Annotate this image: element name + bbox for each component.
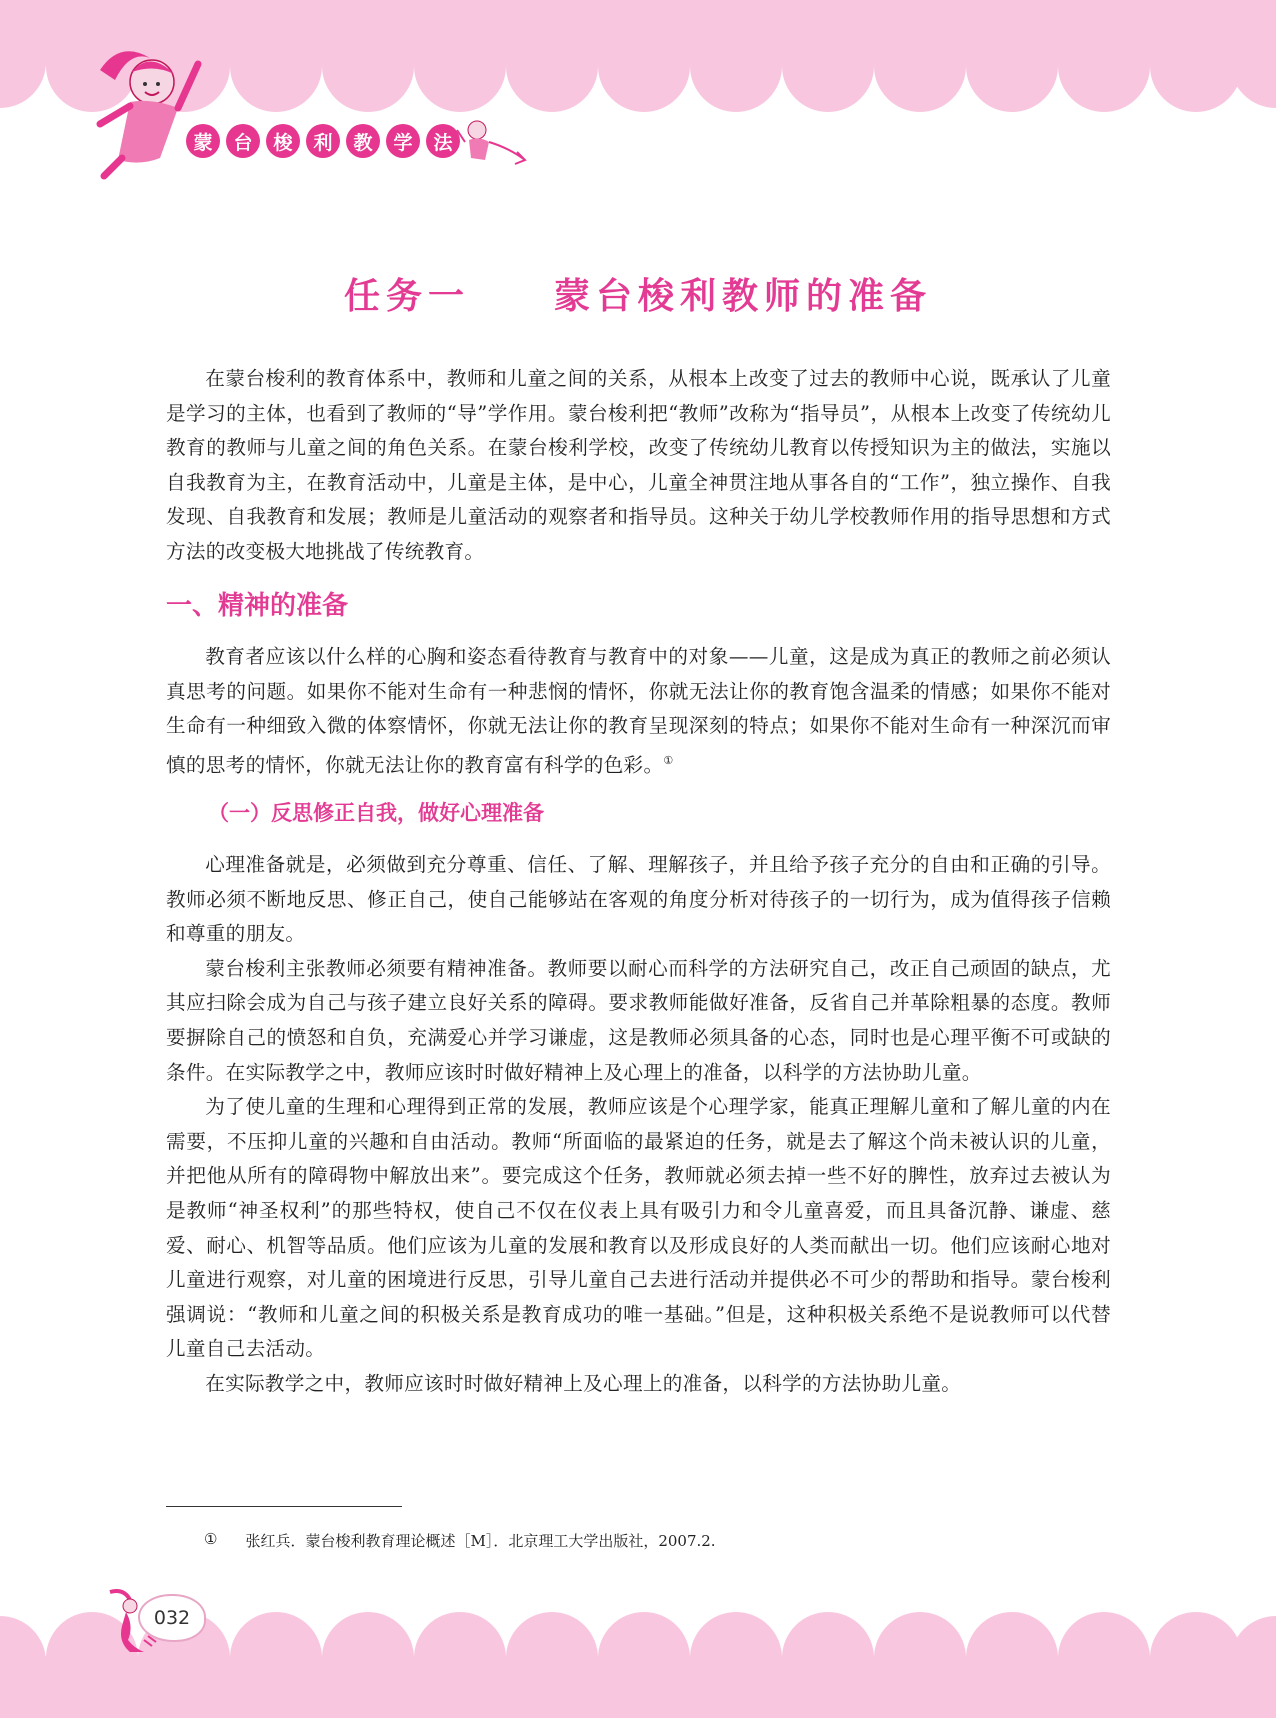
footnote-reference[interactable]: ① [663,753,674,767]
body-paragraph: 蒙台梭利主张教师必须要有精神准备。教师要以耐心而科学的方法研究自己，改正自己顽固的缺点，尤其应扫除会成为自己与孩子建立良好关系的障碍。要求教师能做好准备，反省自己并革除粗暴的态度。教师要摒除自己的愤怒和自负，充满爱心并学习谦虚，这是教师必须具备的心态，同时也是心理平衡不可或缺的条件。在实际教学之中，教师应该时时做好精神上及心理上的准备，以科学的方法协助儿童。 [166,956,1111,1084]
running-head-char: 教 [346,124,380,158]
footnote [204,1530,716,1551]
running-head-char: 法 [426,124,460,158]
section-heading: 一、精神的准备 [166,591,349,621]
running-head [186,124,460,158]
body-paragraph: 心理准备就是，必须做到充分尊重、信任、了解、理解孩子，并且给予孩子充分的自由和正确的引导。教师必须不断地反思、修正自己，使自己能够站在客观的角度分析对待孩子的一切行为，成为值得孩子信赖和尊重的朋友。 [166,853,1111,946]
page-number: 032 [138,1594,206,1642]
section1-paragraph [166,640,1111,783]
subsection1-body [166,848,1111,1402]
body-paragraph: 在实际教学之中，教师应该时时做好精神上及心理上的准备，以科学的方法协助儿童。 [205,1371,962,1395]
running-head-char: 学 [386,124,420,158]
page-title: 任务一 蒙台梭利教师的准备 [343,276,932,317]
girl-illustration-icon [90,40,210,180]
intro-section [166,362,1111,570]
section1-paragraph-text: 教育者应该以什么样的心胸和姿态看待教育与教育中的对象——儿童，这是成为真正的教师之前必须认真思考的问题。如果你不能对生命有一种悲悯的情怀，你就无法让你的教育饱含温柔的情感；如果你不能对生命有一种细致入微的体察情怀，你就无法让你的教育呈现深刻的特点；如果你不能对生命有一种深沉而审慎的思考的情怀，你就无法让你的教育富有科学的色彩。 [166,645,1111,777]
footnote-rule [166,1506,402,1507]
section1-body [166,640,1111,783]
running-head-char: 蒙 [186,124,220,158]
intro-paragraph: 在蒙台梭利的教育体系中，教师和儿童之间的关系，从根本上改变了过去的教师中心说，既承认了儿童是学习的主体，也看到了教师的“导”学作用。蒙台梭利把“教师”改称为“指导员”，从根本上改变了传统幼儿教育的教师与儿童之间的角色关系。在蒙台梭利学校，改变了传统幼儿教育以传授知识为主的做法，实施以自我教育为主，在教育活动中，儿童是主体，是中心，儿童全神贯注地从事各自的“工作”，独立操作、自我发现、自我教育和发展；教师是儿童活动的观察者和指导员。这种关于幼儿学校教师作用的指导思想和方式方法的改变极大地挑战了传统教育。 [166,367,1111,563]
running-head-char: 利 [306,124,340,158]
footnote-mark: ① [204,1530,218,1548]
running-head-char: 台 [226,124,260,158]
small-fairy-icon [455,112,535,172]
running-head-char: 梭 [266,124,300,158]
body-paragraph: 为了使儿童的生理和心理得到正常的发展，教师应该是个心理学家，能真正理解儿童和了解儿童的内在需要，不压抑儿童的兴趣和自由活动。教师“所面临的最紧迫的任务，就是去了解这个尚未被认识的儿童，并把他从所有的障碍物中解放出来”。要完成这个任务，教师就必须去掉一些不好的脾性，放弃过去被认为是教师“神圣权利”的那些特权，使自己不仅在仪表上具有吸引力和令儿童喜爱，而且具备沉静、谦虚、慈爱、耐心、机智等品质。他们应该为儿童的发展和教育以及形成良好的人类而献出一切。他们应该耐心地对儿童进行观察，对儿童的困境进行反思，引导儿童自己去进行活动并提供必不可少的帮助和指导。蒙台梭利强调说：“教师和儿童之间的积极关系是教育成功的唯一基础。”但是，这种积极关系绝不是说教师可以代替儿童自己去活动。 [166,1095,1111,1361]
footnote-text: 张红兵．蒙台梭利教育理论概述［M］．北京理工大学出版社，2007.2. [245,1532,716,1550]
subsection-heading: （一）反思修正自我，做好心理准备 [208,801,544,825]
